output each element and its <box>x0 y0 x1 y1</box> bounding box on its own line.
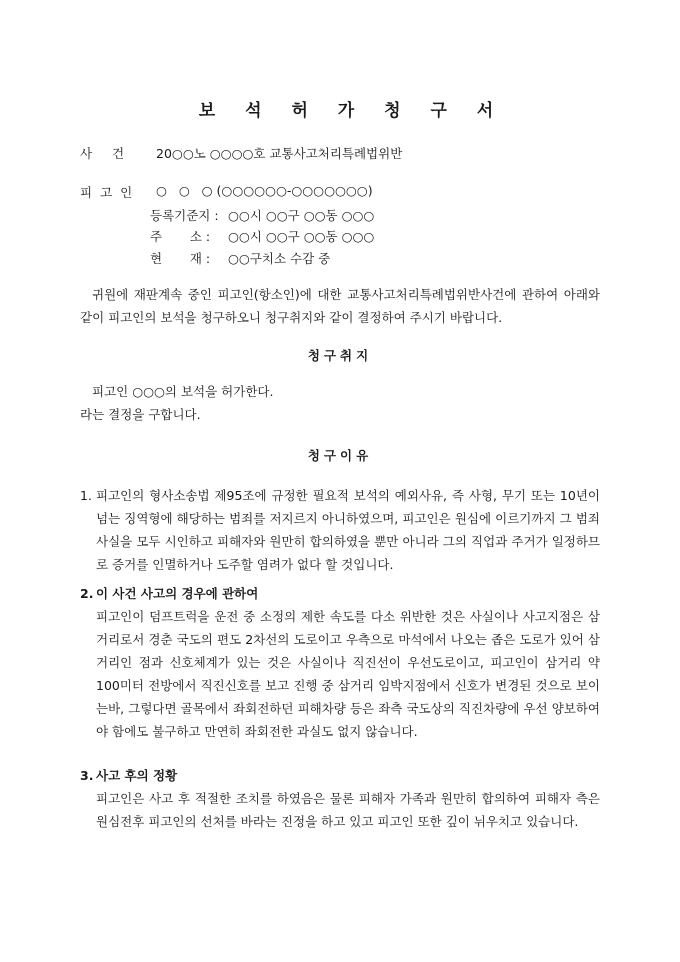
current-row <box>150 249 330 267</box>
registered-label: 등록기준지 : <box>150 208 219 223</box>
reason-item-2-heading: 이 사건 사고의 경우에 관하여 <box>96 586 259 601</box>
address-row <box>150 227 374 245</box>
intro-text: 귀원에 재판계속 중인 피고인(항소인)에 대한 교통사고처리특례법위반사건에 관하여 아래와 같이 피고인의 보석을 청구하오니 청구취지와 같이 결정하여 주시기 바랍니다. <box>80 287 600 325</box>
address-label: 주 소 : <box>150 229 211 244</box>
reason-item-3 <box>80 764 600 833</box>
purpose-heading: 청구취지 <box>307 348 373 363</box>
defendant-label: 피고인 <box>80 185 141 200</box>
reason-item-1 <box>80 484 600 576</box>
purpose-line-2: 라는 결정을 구합니다. <box>80 407 201 422</box>
document-title: 보 석 허 가 청 구 서 <box>198 101 506 121</box>
defendant-value: ○ ○ ○ (○○○○○○-○○○○○○○) <box>156 183 373 198</box>
registered-value: ○○시 ○○구 ○○동 ○○○ <box>228 208 375 223</box>
intro-paragraph <box>80 283 600 329</box>
reason-item-2 <box>80 582 600 743</box>
reasons-heading: 청구이유 <box>307 448 373 463</box>
purpose-line-1: 피고인 ○○○의 보석을 허가한다. <box>92 384 274 399</box>
current-value: ○○구치소 수감 중 <box>228 251 331 266</box>
address-value: ○○시 ○○구 ○○동 ○○○ <box>228 229 375 244</box>
reason-item-2-number: 2. <box>80 586 94 601</box>
current-label: 현 재 : <box>150 251 211 266</box>
reason-item-1-number: 1. <box>80 488 92 503</box>
reason-item-3-number: 3. <box>80 768 94 783</box>
registered-row <box>150 206 374 224</box>
case-value: 20○○노 ○○○○호 교통사고처리특례법위반 <box>156 146 403 161</box>
reason-item-3-heading: 사고 후의 정황 <box>96 768 178 783</box>
case-label: 사 건 <box>80 146 125 161</box>
reason-item-1-text: 피고인의 형사소송법 제95조에 규정한 필요적 보석의 예외사유, 즉 사형, 무기 또는 10년이 넘는 징역형에 해당하는 범죄를 저지르지 아니하였으며, 피고인은 원심에 이르기까지 그 범죄사실을 모두 시인하고 피해자와 원만히 합의하였을 뿐만 아니라 그의 직업과 주거가 일정하므로 증거를 인멸하거나 도주할 염려가 없다 할 것입니다. <box>96 488 600 572</box>
reason-item-3-text: 피고인은 사고 후 적절한 조치를 하였음은 물론 피해자 가족과 원만히 합의하여 피해자 측은 원심전후 피고인의 선처를 바라는 진정을 하고 있고 피고인 또한 깊이 뉘우치고 있습니다. <box>96 791 600 829</box>
reason-item-2-text: 피고인이 덤프트럭을 운전 중 소정의 제한 속도를 다소 위반한 것은 사실이나 사고지점은 삼거리로서 경춘 국도의 편도 2차선의 도로이고 우측으로 마석에서 나오는 좁은 도로가 있어 삼거리인 점과 신호체계가 있는 것은 사실이나 직진선이 우선도로이고, 피고인이 삼거리 약 100미터 전방에서 직진신호를 보고 진행 중 삼거리 임박지점에서 신호가 변경된 것으로 보이는바, 그렇다면 골목에서 좌회전하던 피해차량 등은 좌측 국도상의 직진차량에 우선 양보하여야 함에도 불구하고 만연히 좌회전한 과실도 없지 않습니다. <box>96 609 600 739</box>
